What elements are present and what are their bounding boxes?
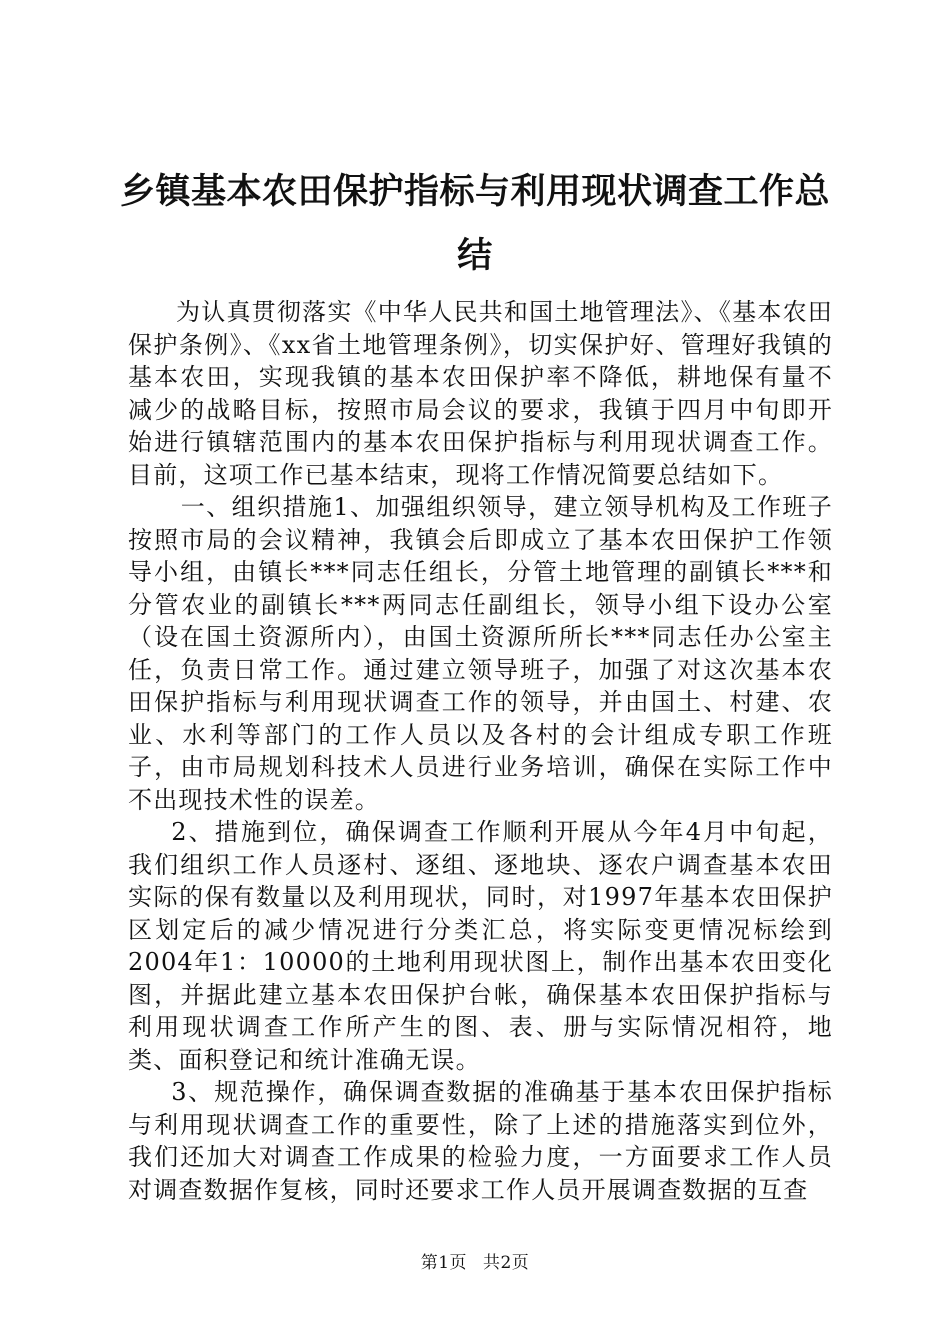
paragraph-organization: 一、组织措施1、加强组织领导，建立领导机构及工作班子按照市局的会议精神，我镇会后即成立了基本农田保护工作领导小组，由镇长***同志任组长，分管土地管理的副镇长***和分管农业的副镇长***两同志任副组长，领导小组下设办公室（设在国土资源所内），由国土资源所所长***同志任办公室主任，负责日常工作。通过建立领导班子，加强了对这次基本农田保护指标与利用现状调查工作的领导，并由国土、村建、农业、水利等部门的工作人员以及各村的会计组成专职工作班子，由市局规划科技术人员进行业务培训，确保在实际工作中不出现技术性的误差。 [128, 493, 833, 814]
page-footer [0, 1248, 950, 1273]
document-title: 乡镇基本农田保护指标与利用现状调查工作总结 [119, 171, 830, 276]
paragraph-measures: 2、措施到位，确保调查工作顺利开展从今年4月中旬起，我们组织工作人员逐村、逐组、逐地块、逐农户调查基本农田实际的保有数量以及利用现状，同时，对1997年基本农田保护区划定后的减少情况进行分类汇总，将实际变更情况标绘到2004年1：10000的土地利用现状图上，制作出基本农田变化图，并据此建立基本农田保护台帐，确保基本农田保护指标与利用现状调查工作所产生的图、表、册与实际情况相符，地类、面积登记和统计准确无误。 [128, 818, 833, 1074]
page-number: 第1页 [420, 1253, 468, 1273]
paragraph-intro: 为认真贯彻落实《中华人民共和国土地管理法》、《基本农田保护条例》、《xx省土地管理条例》，切实保护好、管理好我镇的基本农田，实现我镇的基本农田保护率不降低，耕地保有量不减少的战略目标，按照市局会议的要求，我镇于四月中旬即开始进行镇辖范围内的基本农田保护指标与利用现状调查工作。目前，这项工作已基本结束，现将工作情况简要总结如下。 [128, 298, 833, 489]
page-total: 共2页 [482, 1253, 530, 1273]
paragraph-standard-operation: 3、规范操作，确保调查数据的准确基于基本农田保护指标与利用现状调查工作的重要性，除了上述的措施落实到位外，我们还加大对调查工作成果的检验力度，一方面要求工作人员对调查数据作复核，同时还要求工作人员开展调查数据的互查 [128, 1078, 833, 1204]
document-body [128, 296, 833, 1206]
